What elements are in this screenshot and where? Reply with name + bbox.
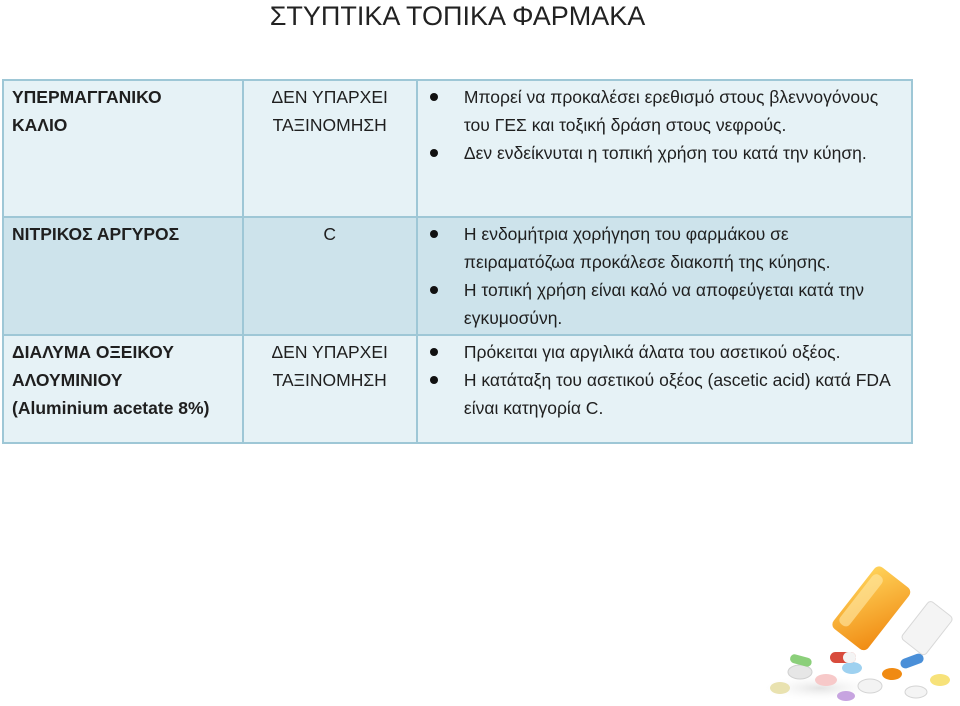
category-line: ΤΑΞΙΝΟΜΗΣΗ [272, 115, 387, 135]
note-text: Μπορεί να προκαλέσει ερεθισμό στους βλεννογόνους του ΓΕΣ και τοξική δράση στους νεφρούς. [463, 87, 879, 135]
bullet-icon [430, 376, 438, 384]
drug-name-line: ΑΛΟΥΜΙΝΙΟΥ [12, 370, 123, 390]
table-row [3, 80, 912, 217]
drug-name-cell [3, 335, 243, 443]
drug-name-line: (Aluminium acetate 8%) [12, 398, 210, 418]
notes-list [418, 83, 903, 167]
bullet-icon [430, 230, 438, 238]
drug-name-line: ΥΠΕΡΜΑΓΓΑΝΙΚΟ [12, 87, 162, 107]
note-text: Η κατάταξη του ασετικού οξέος (ascetic acid) κατά FDA είναι κατηγορία C. [463, 370, 890, 418]
pills-illustration-icon [760, 560, 960, 706]
note-item [418, 220, 903, 276]
drug-name-line: ΝΙΤΡΙΚΟΣ ΑΡΓΥΡΟΣ [12, 224, 180, 244]
category-line: ΔΕΝ ΥΠΑΡΧΕΙ [271, 342, 388, 362]
note-item [418, 276, 903, 332]
pregnancy-category-cell [243, 80, 417, 217]
pregnancy-category-cell [243, 217, 417, 335]
bullet-icon [430, 149, 438, 157]
drug-name-line: ΔΙΑΛΥΜΑ ΟΞΕΙΚΟΥ [12, 342, 174, 362]
notes-cell [417, 217, 912, 335]
drug-table [2, 79, 913, 444]
bullet-icon [430, 286, 438, 294]
note-text: Η ενδομήτρια χορήγηση του φαρμάκου σε πειραματόζωα προκάλεσε διακοπή της κύησης. [463, 224, 831, 272]
drug-name-cell [3, 80, 243, 217]
notes-list [418, 338, 903, 422]
pregnancy-category-cell [243, 335, 417, 443]
note-text: Δεν ενδείκνυται η τοπική χρήση του κατά την κύηση. [463, 143, 867, 163]
drug-name-line: ΚΑΛΙΟ [12, 115, 68, 135]
drug-name-cell [3, 217, 243, 335]
category-line: ΔΕΝ ΥΠΑΡΧΕΙ [271, 87, 388, 107]
notes-list [418, 220, 903, 332]
note-text: Η τοπική χρήση είναι καλό να αποφεύγεται κατά την εγκυμοσύνη. [463, 280, 865, 328]
notes-cell [417, 80, 912, 217]
note-item [418, 83, 903, 139]
table-row [3, 335, 912, 443]
table-row [3, 217, 912, 335]
bullet-icon [430, 93, 438, 101]
note-item [418, 366, 903, 422]
category-line: ΤΑΞΙΝΟΜΗΣΗ [272, 370, 387, 390]
bullet-icon [430, 348, 438, 356]
category-line: C [323, 224, 337, 244]
note-item [418, 139, 903, 167]
note-text: Πρόκειται για αργιλικά άλατα του ασετικού οξέος. [463, 342, 841, 362]
note-item [418, 338, 903, 366]
notes-cell [417, 335, 912, 443]
slide-title: ΣΤΥΠΤΙΚΑ ΤΟΠΙΚΑ ΦΑΡΜΑΚΑ [269, 1, 646, 31]
